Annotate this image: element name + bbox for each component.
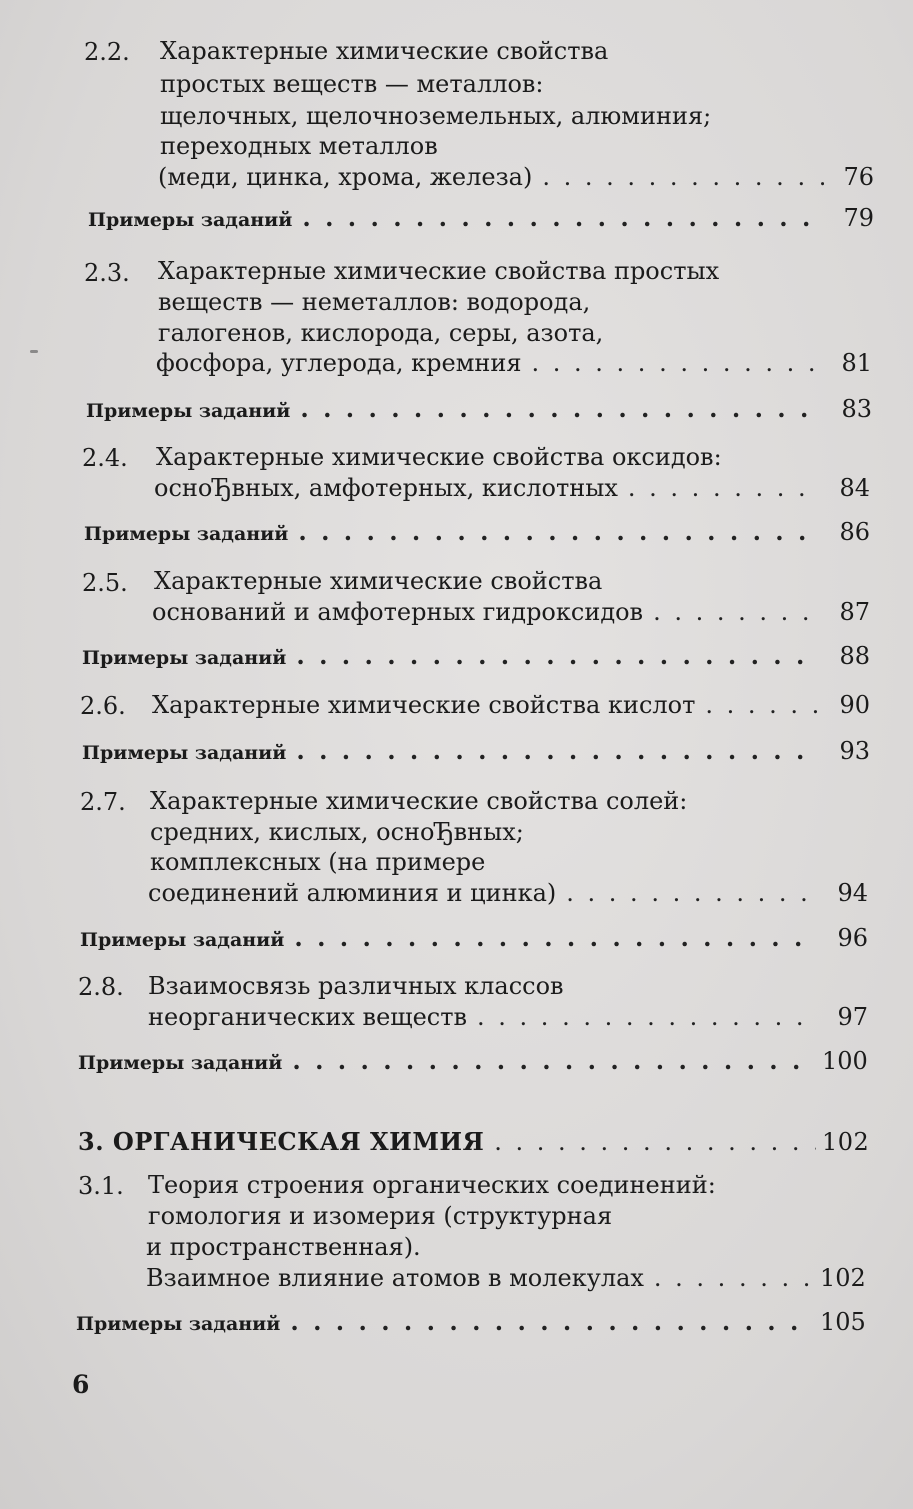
dot-leader [477,1002,818,1032]
toc-number-2-4-row [82,444,128,472]
toc-text: Характерные химические свойства солей: [150,787,688,815]
toc-examples-label: Примеры заданий [78,1052,283,1074]
dot-leader [292,1046,816,1075]
toc-examples-label: Примеры заданий [88,209,293,231]
toc-text: простых веществ — металлов: [160,70,544,98]
toc-text: неорганических веществ [148,1003,468,1031]
toc-page-number: 83 [841,395,872,423]
toc-examples-label: Примеры заданий [82,647,287,669]
toc-examples-label: Примеры заданий [86,400,291,422]
toc-page-number: 84 [839,474,870,502]
toc-number-2-6-row [80,692,126,720]
dot-leader [532,348,822,378]
dot-leader [294,923,818,952]
toc-number: 2.8. [78,973,124,1001]
toc-number-2-5-row [82,569,128,597]
toc-examples-row[interactable] [86,394,872,423]
toc-entry-3-1-last[interactable] [146,1263,864,1293]
toc-line [146,1232,421,1262]
toc-entry-2-6[interactable] [152,690,870,720]
toc-examples-row[interactable] [78,1046,866,1075]
toc-line [148,1201,612,1231]
toc-page-number: 81 [841,349,872,377]
dot-leader [298,517,820,546]
toc-page-number: 100 [822,1047,868,1075]
toc-text: гомология и изомерия (структурная [148,1202,613,1230]
dot-leader [302,203,824,232]
toc-page-number: 79 [843,204,874,232]
dot-leader [653,597,820,627]
toc-line [150,786,687,816]
toc-page-number: 94 [837,879,868,907]
toc-examples-row[interactable] [80,923,868,952]
toc-line [156,442,722,472]
dot-leader [300,394,822,423]
toc-page-number: 96 [837,924,868,952]
toc-page-number: 105 [820,1308,866,1336]
toc-line [160,131,438,161]
toc-number: 2.7. [80,788,126,816]
toc-line [148,1170,716,1200]
toc-number-2-3-row [84,259,130,287]
toc-entry-2-7-last[interactable] [148,878,868,908]
toc-number-2-2-row [84,38,130,66]
toc-page-number: 102 [820,1264,866,1292]
toc-examples-row[interactable] [82,641,870,670]
toc-number: 3.1. [78,1172,124,1200]
toc-text: соединений алюминия и цинка) [148,879,557,907]
dot-leader [654,1263,814,1293]
toc-page-number: 102 [822,1128,870,1156]
toc-text: (меди, цинка, хрома, железа) [158,163,533,191]
toc-text: Взаимное влияние атомов в молекулах [146,1264,644,1292]
dot-leader [296,641,820,670]
toc-line [148,971,564,1001]
toc-examples-label: Примеры заданий [76,1313,281,1335]
toc-page-number: 93 [839,737,870,765]
toc-page-number: 87 [839,598,870,626]
toc-text: Характерные химические свойства кислот [152,691,696,719]
toc-number-3-1-row [78,1172,124,1200]
toc-entry-2-5-last[interactable] [152,597,870,627]
toc-line [160,69,544,99]
dot-leader [628,473,820,503]
dot-leader [494,1128,816,1156]
toc-text: осноЂвных, амфотерных, кислотных [154,474,618,502]
toc-page-number: 86 [839,518,870,546]
dot-leader [290,1307,814,1336]
toc-entry-2-4-last[interactable] [154,473,870,503]
toc-line [158,256,719,286]
toc-number: 2.6. [80,692,126,720]
dot-leader [296,736,820,765]
dot-leader [542,162,824,192]
toc-entry-2-3-last[interactable] [156,348,872,378]
toc-text: и пространственная). [146,1233,421,1261]
toc-entry-2-2-last[interactable] [158,162,874,192]
toc-text: Характерные химические свойства оксидов: [156,443,722,471]
toc-page-number: 97 [837,1003,868,1031]
toc-text: Характерные химические свойства простых [158,257,720,285]
toc-number-2-7-row [80,788,126,816]
dot-leader [705,690,820,720]
toc-text: Характерные химические свойства [160,37,609,65]
toc-text: веществ — неметаллов: водорода, [158,288,591,316]
toc-text: Взаимосвязь различных классов [148,972,564,1000]
toc-line [160,36,608,66]
toc-line [150,817,524,847]
page-number: 6 [72,1370,90,1399]
toc-examples-label: Примеры заданий [82,742,287,764]
dot-leader [566,878,818,908]
toc-part-3-heading[interactable] [78,1127,870,1156]
toc-text: оснований и амфотерных гидроксидов [152,598,644,626]
toc-text: средних, кислых, осноЂвных; [150,818,524,846]
toc-page-number: 88 [839,642,870,670]
toc-number: 2.3. [84,259,130,287]
toc-line [158,318,603,348]
toc-text: Теория строения органических соединений: [148,1171,716,1199]
toc-page-number: 76 [843,163,874,191]
toc-page-number: 90 [839,691,870,719]
toc-text: переходных металлов [160,132,438,160]
toc-text: фосфора, углерода, кремния [156,349,522,377]
toc-text: галогенов, кислорода, серы, азота, [158,319,604,347]
toc-number: 2.4. [82,444,128,472]
toc-line [158,287,590,317]
toc-line [154,566,602,596]
toc-line [160,101,711,131]
toc-number: 2.2. [84,38,130,66]
toc-examples-row[interactable] [84,517,870,546]
toc-number: 2.5. [82,569,128,597]
toc-examples-row[interactable] [88,203,874,232]
toc-number-2-8-row [78,973,124,1001]
toc-entry-2-8-last[interactable] [148,1002,868,1032]
toc-line [150,847,485,877]
toc-text: щелочных, щелочноземельных, алюминия; [160,102,712,130]
toc-examples-row[interactable] [76,1307,864,1336]
print-smudge [30,350,38,353]
toc-examples-label: Примеры заданий [84,523,289,545]
toc-text: Характерные химические свойства [154,567,603,595]
toc-examples-row[interactable] [82,736,870,765]
toc-text: комплексных (на примере [150,848,486,876]
toc-part-title: 3. ОРГАНИЧЕСКАЯ ХИМИЯ [78,1127,485,1156]
toc-examples-label: Примеры заданий [80,929,285,951]
